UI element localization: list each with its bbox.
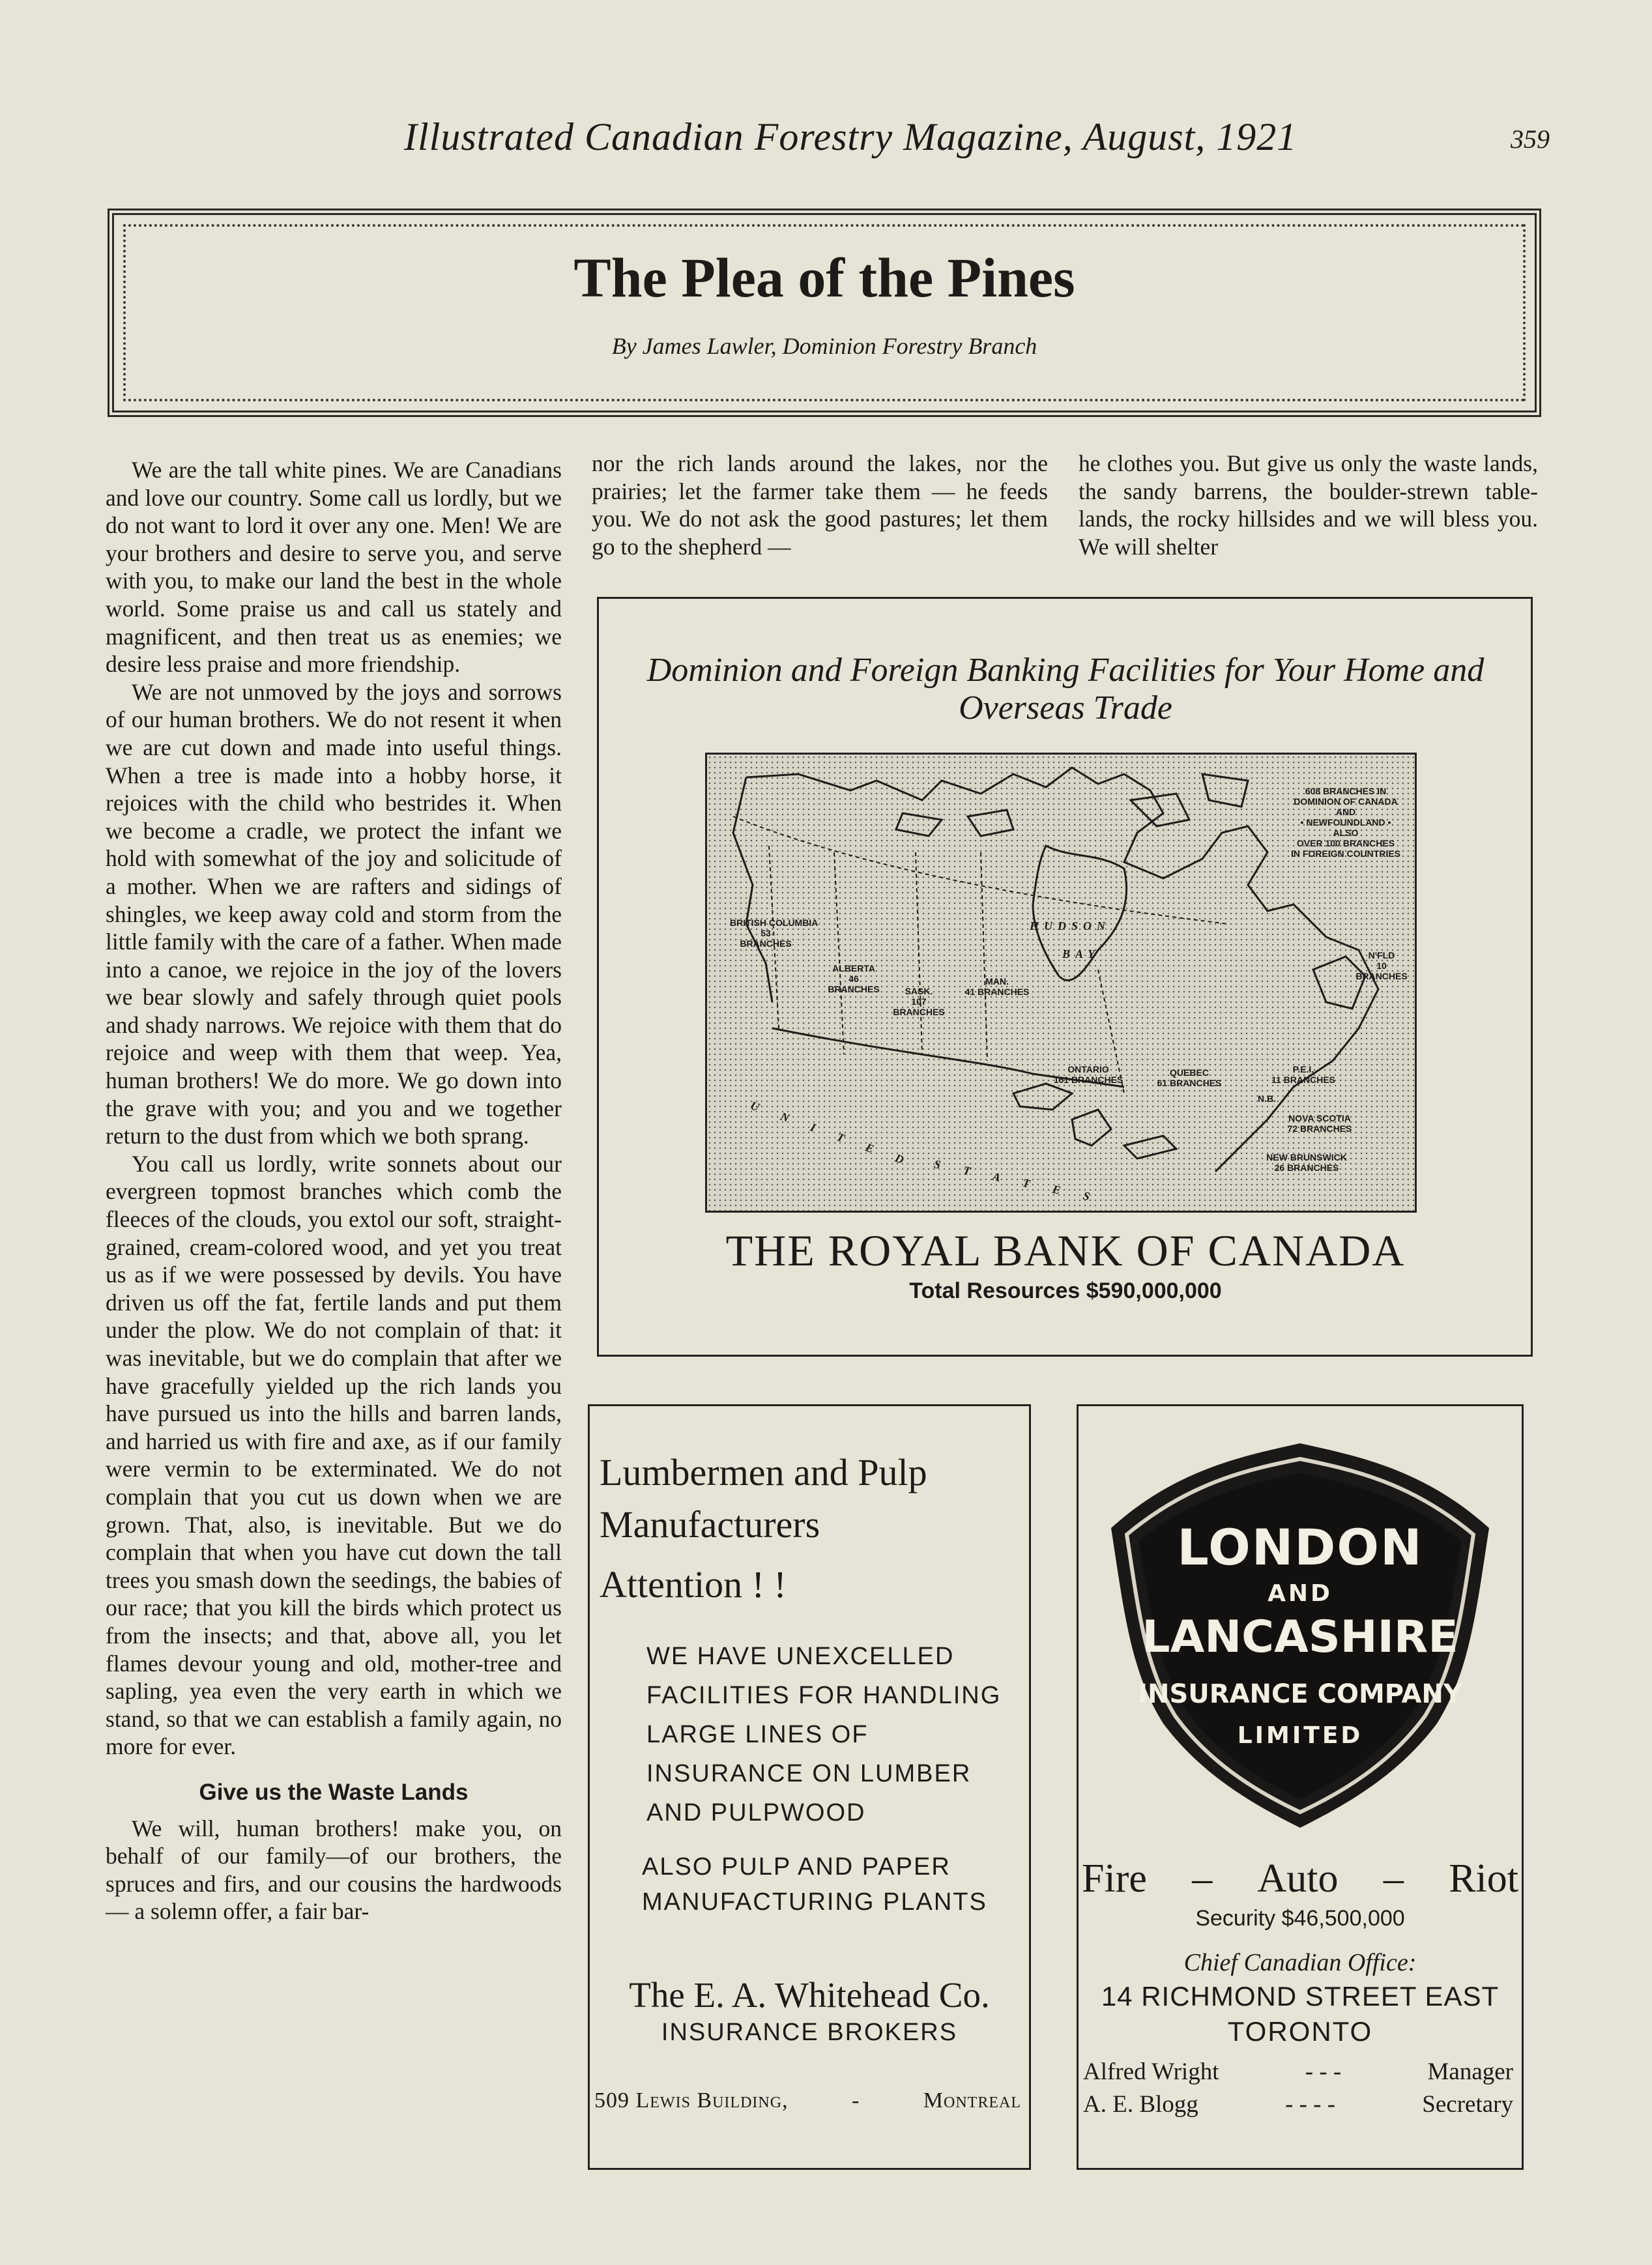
- shield-logo: LONDON AND LANCASHIRE INSURANCE COMPANY LIMITED: [1098, 1443, 1502, 1828]
- map-label-united: UNITED: [748, 1099, 928, 1175]
- coverage-types: Fire – Auto – Riot: [1082, 1856, 1518, 1901]
- lumber-ad-body: WE HAVE UNEXCELLED FACILITIES FOR HANDLING LARGE LINES OF INSURANCE ON LUMBER AND PULPWOOD: [646, 1643, 1002, 1826]
- map-label-states: STATES: [933, 1157, 1114, 1208]
- map-label-ontario: ONTARIO 161 BRANCHES: [1053, 1064, 1123, 1085]
- map-label-hudson: HUDSON: [1030, 919, 1111, 932]
- officer-secretary: A. E. Blogg - - - - Secretary: [1083, 2091, 1513, 2118]
- paragraph: nor the rich lands around the lakes, nor the prairies; let the farmer take them — he feeds you. We do not ask the good pastures; let them go to the shepherd —: [592, 450, 1048, 560]
- subheading: Give us the Waste Lands: [199, 1779, 469, 1805]
- lumber-ad-title: Lumbermen and Pulp Manufacturers Attention ! !: [600, 1451, 927, 1606]
- lumber-ad-address: 509 Lewis Building, - Montreal: [594, 2088, 1021, 2113]
- office-street: 14 RICHMOND STREET EAST: [1101, 1981, 1500, 2012]
- running-title: Illustrated Canadian Forestry Magazine, August, 1921: [404, 115, 1297, 158]
- article-column-1: [106, 456, 562, 1926]
- page-number: 359: [1511, 124, 1550, 154]
- map-label-bc: BRITISH COLUMBIA 53 BRANCHES: [730, 917, 819, 949]
- article-title: The Plea of the Pines: [573, 246, 1075, 309]
- map-label-pei: P.E.I. 11 BRANCHES: [1271, 1064, 1336, 1085]
- article-byline: By James Lawler, Dominion Forestry Branch: [611, 333, 1037, 359]
- canada-branch-map: [705, 753, 1417, 1213]
- map-label-man: MAN. 41 BRANCHES: [964, 976, 1030, 997]
- chief-office-label: Chief Canadian Office:: [1183, 1949, 1417, 1976]
- paragraph: We will, human brothers! make you, on behalf of our family—of our brothers, the spruces and firs, and our cousins the hardwoods — a solemn offer, a fair bar-: [106, 1815, 562, 1925]
- map-label-ns: NOVA SCOTIA 72 BRANCHES: [1287, 1113, 1352, 1134]
- security-amount: Security $46,500,000: [1195, 1906, 1405, 1931]
- map-label-sask: SASK. 107 BRANCHES: [893, 986, 945, 1017]
- map-label-alberta: ALBERTA 46 BRANCHES: [828, 963, 880, 994]
- article-column-3: [1079, 450, 1538, 560]
- officer-manager: Alfred Wright - - - Manager: [1083, 2058, 1513, 2085]
- paragraph: You call us lordly, write sonnets about our evergreen topmost branches which comb the fleeces of the clouds, you extol our soft, straight-grained, cream-colored wood, and yet you treat us as if we were possessed by devils. You have driven us off the fat, fertile lands and put them under the plow. We do not complain of that: it was inevitable, but we do complain that after we have gracefully yielded up the rich lands you have pursued us into the hills and barren lands, and harried us with fire and axe, as if our family were vermin to be exterminated. We do not complain that you cut us down when we are grown. That, also, is inevitable. But we do complain that when you have cut down the tall trees you smash down the seedings, the babies of our race; that you kill the birds which protect us from the insects; and that, above all, you let flames devour young and old, mother-tree and sapling, yea even the very earth in which we stand, so that we can establish a family again, no more for ever.: [106, 1150, 562, 1760]
- lumber-ad-body-2: ALSO PULP AND PAPER MANUFACTURING PLANTS: [642, 1853, 987, 1916]
- map-label-quebec: QUEBEC 61 BRANCHES: [1157, 1067, 1222, 1088]
- bank-resources: Total Resources $590,000,000: [909, 1278, 1222, 1303]
- map-label-nb: NEW BRUNSWICK 26 BRANCHES: [1266, 1152, 1347, 1173]
- map-label-nb-abbr: N.B.: [1258, 1093, 1276, 1104]
- office-city: TORONTO: [1227, 2016, 1373, 2047]
- map-legend: 608 BRANCHES IN DOMINION OF CANADA AND • NEWFOUNDLAND • ALSO OVER 100 BRANCHES IN FOREIGN COUNTRIES: [1290, 786, 1400, 859]
- lumber-ad-brokers: INSURANCE BROKERS: [661, 2019, 958, 2046]
- paragraph: he clothes you. But give us only the waste lands, the sandy barrens, the boulder-strewn table-lands, the rocky hillsides and we will bless you. We will shelter: [1079, 450, 1538, 560]
- paragraph: We are not unmoved by the joys and sorrows of our human brothers. We do not resent it when we are cut down and made into useful things. When a tree is made into a hobby horse, it rejoices with the child who bestrides it. When we become a cradle, we protect the infant we hold with somewhat of the joy and solicitude of a mother. When we are rafters and sidings of shingles, we keep away cold and storm from the little family with the care of a father. When made into a canoe, we rejoice in the joy of the lovers we bear slowly and safely through quiet pools and shady narrows. We rejoice with them that do rejoice and weep with them that weep. Yea, human brothers! We do more. We go down into the grave with you; and you and we together return to the dust from which we both sprang.: [106, 678, 562, 1149]
- title-border: [108, 209, 1541, 417]
- bank-headline: Dominion and Foreign Banking Facilities for Your Home and Overseas Trade: [646, 652, 1485, 727]
- paragraph: We are the tall white pines. We are Canadians and love our country. Some call us lordly, but we do not want to lord it over any one. Men! We are your brothers and desire to serve you, and serve with you, to make our land the best in the whole world. Some praise us and call us stately and magnificent, and then treat us as enemies; we desire less praise and more friendship.: [106, 457, 562, 678]
- map-label-bay: BAY: [1062, 947, 1101, 960]
- map-label-nfld: N'FLD 10 BRANCHES: [1355, 950, 1408, 981]
- bank-name: THE ROYAL BANK OF CANADA: [725, 1226, 1406, 1275]
- lumber-ad-company: The E. A. Whitehead Co.: [629, 1975, 990, 2015]
- article-column-2: [592, 450, 1048, 560]
